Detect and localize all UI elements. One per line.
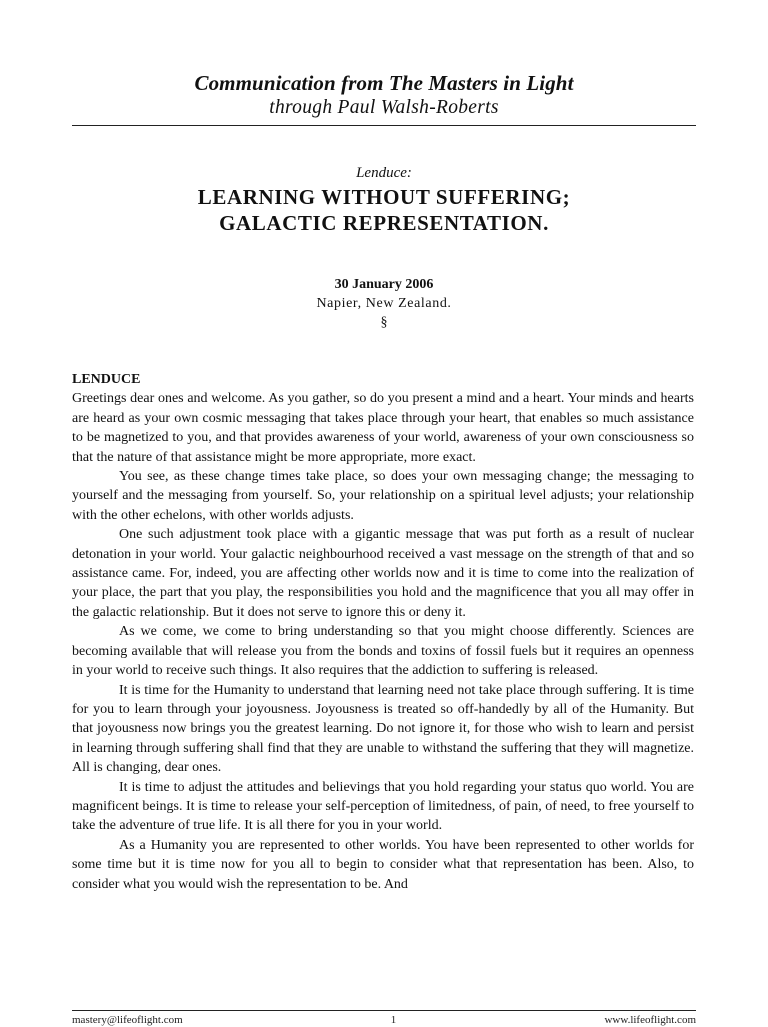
document-place: Napier, New Zealand. — [316, 296, 452, 311]
document-body — [72, 370, 694, 894]
footer-website: www.lifeoflight.com — [604, 1014, 696, 1026]
body-paragraph: It is time to adjust the attitudes and believings that you hold regarding your status quo world. You are magnificent beings. It is time to release your self-perception of limitedness, of pain, of need, to free yourself to take the adventure of true life. It is all there for you in your world. — [72, 779, 694, 834]
document-meta — [72, 275, 696, 332]
body-paragraph: It is time for the Humanity to understand that learning need not take place through suffering. It is time for you to learn through your joyousness. Joyousness is treated so off-handedly by all of the Humanity. But that joyousness now brings you the greatest learning. Do not ignore it, for those who wish to learn and persist in learning through suffering shall find that they are unable to withstand the suffering that they will magnetize. All is changing, dear ones. — [72, 682, 694, 776]
footer-divider — [72, 1010, 696, 1011]
page-number: 1 — [390, 1014, 397, 1026]
body-paragraph: Greetings dear ones and welcome. As you gather, so do you present a mind and a heart. Your minds and hearts are heard as your own cosmic messaging that takes place through your heart, that enables so much assistance to be magnetized to you, and that provides awareness of your world, awareness of your own consciousness so that the nature of that assistance might be more appropriate, more exact. — [72, 391, 694, 465]
section-mark: § — [380, 315, 388, 330]
title-line-2: GALACTIC REPRESENTATION. — [219, 211, 549, 235]
header-divider — [72, 125, 696, 126]
body-paragraph: As a Humanity you are represented to other worlds. You have been represented to other worlds for some time but it is time now for you all to begin to consider what that representation has been. Also, to consider what you would wish the representation to be. And — [72, 837, 694, 892]
header-subtitle: through Paul Walsh-Roberts — [269, 97, 499, 118]
document-header — [72, 70, 696, 120]
document-footer — [72, 1013, 696, 1027]
header-title: Communication from The Masters in Light — [194, 71, 574, 95]
title-line-1: LEARNING WITHOUT SUFFERING; — [197, 185, 571, 209]
speaker-heading: LENDUCE — [72, 372, 141, 387]
document-title — [72, 184, 696, 236]
body-paragraph: As we come, we come to bring understanding so that you might choose differently. Sciences are becoming available that will release you from the bonds and toxins of fossil fuels but it requires an openness in your world to receive such things. It also requires that the addiction to suffering is released. — [72, 624, 694, 679]
footer-email: mastery@lifeoflight.com — [72, 1014, 183, 1026]
body-paragraph: One such adjustment took place with a gigantic message that was put forth as a result of nuclear detonation in your world. Your galactic neighbourhood received a vast message on the strength of that and so assistance came. For, indeed, you are affecting other worlds now and it is time to come into the realization of your place, the part that you play, the responsibilities you hold and the magnificence that you all may offer in the galactic relationship. But it does not serve to ignore this or deny it. — [72, 527, 694, 620]
speaker-intro: Lenduce: — [356, 165, 412, 181]
document-date: 30 January 2006 — [334, 277, 434, 292]
body-paragraph: You see, as these change times take place, so does your own messaging change; the messaging to yourself and the messaging from yourself. So, your relationship on a spiritual level adjusts; your relationship with the other echelons, with other worlds adjusts. — [72, 469, 694, 523]
